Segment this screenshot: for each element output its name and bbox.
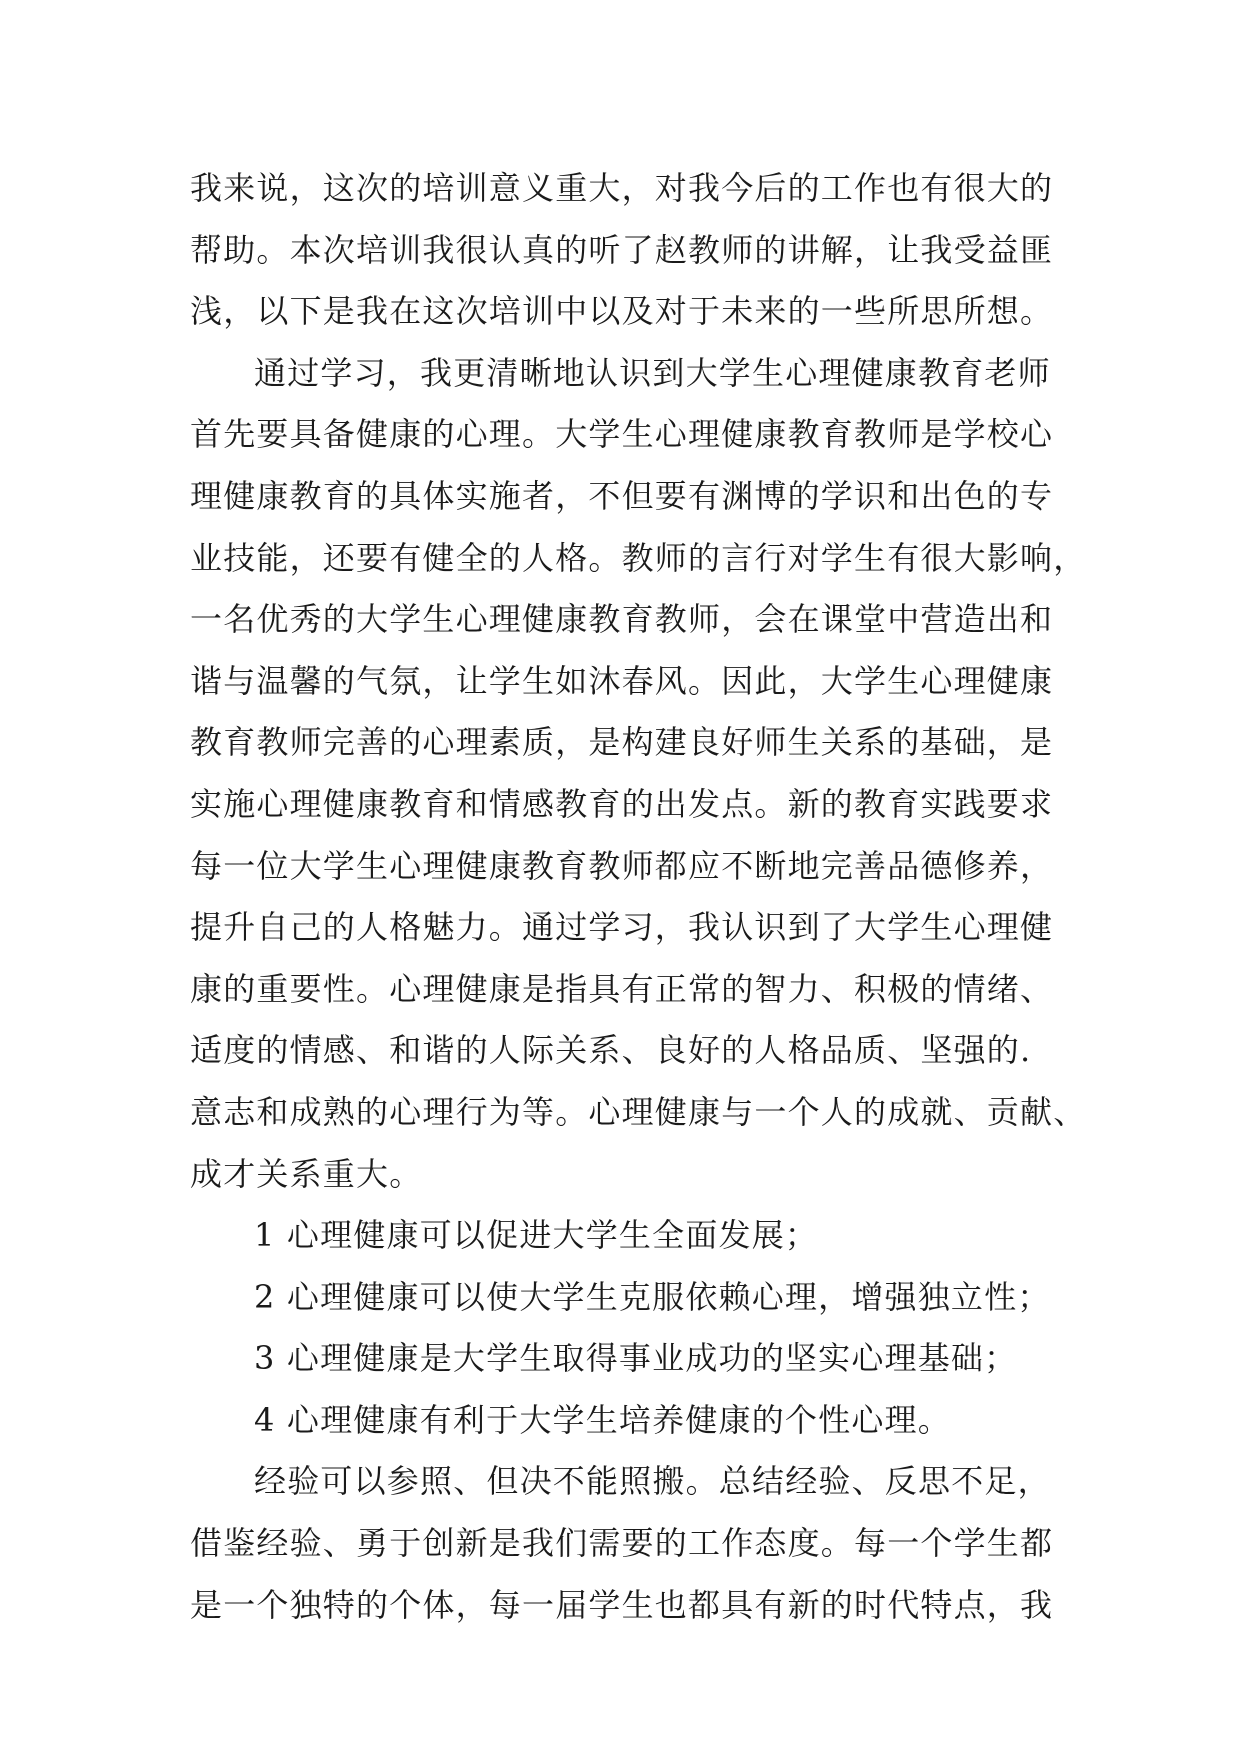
text-line: 经验可以参照、但决不能照搬。总结经验、反思不足， [254, 1462, 1051, 1501]
text-line: 通过学习，我更清晰地认识到大学生心理健康教育老师 [254, 353, 1051, 392]
text-line: 实施心理健康教育和情感教育的出发点。新的教育实践要求 [190, 784, 1054, 823]
list-item: 4 心理健康有利于大学生培养健康的个性心理。 [254, 1400, 951, 1439]
text-line: 借鉴经验、勇于创新是我们需要的工作态度。每一个学生都 [190, 1524, 1054, 1563]
text-line: 帮助。本次培训我很认真的听了赵教师的讲解，让我受益匪 [190, 230, 1054, 269]
text-line: 提升自己的人格魅力。通过学习，我认识到了大学生心理健 [190, 908, 1054, 947]
text-line: 康的重要性。心理健康是指具有正常的智力、积极的情绪、 [190, 969, 1054, 1008]
body-text [190, 158, 1090, 1636]
text-line: 业技能，还要有健全的人格。教师的言行对学生有很大影响， [190, 538, 1087, 577]
text-line: 谐与温馨的气氛，让学生如沐春风。因此，大学生心理健康 [190, 661, 1054, 700]
text-line: 一名优秀的大学生心理健康教育教师，会在课堂中营造出和 [190, 600, 1054, 639]
text-line: 浅，以下是我在这次培训中以及对于未来的一些所思所想。 [190, 292, 1054, 331]
text-line: 教育教师完善的心理素质，是构建良好师生关系的基础，是 [190, 723, 1054, 762]
text-line: 适度的情感、和谐的人际关系、良好的人格品质、坚强的. [190, 1031, 1032, 1070]
text-line: 理健康教育的具体实施者，不但要有渊博的学识和出色的专 [190, 476, 1054, 515]
text-line: 意志和成熟的心理行为等。心理健康与一个人的成就、贡献、 [190, 1092, 1087, 1131]
list-item: 3 心理健康是大学生取得事业成功的坚实心理基础； [254, 1339, 1018, 1378]
text-line: 首先要具备健康的心理。大学生心理健康教育教师是学校心 [190, 415, 1054, 454]
text-line: 我来说，这次的培训意义重大，对我今后的工作也有很大的 [190, 169, 1054, 207]
list-item: 2 心理健康可以使大学生克服依赖心理，增强独立性； [254, 1277, 1051, 1316]
text-line: 是一个独特的个体，每一届学生也都具有新的时代特点，我 [190, 1585, 1054, 1624]
text-line: 每一位大学生心理健康教育教师都应不断地完善品德修养， [190, 846, 1054, 885]
text-line: 成才关系重大。 [190, 1154, 423, 1193]
list-item: 1 心理健康可以促进大学生全面发展； [254, 1216, 819, 1255]
